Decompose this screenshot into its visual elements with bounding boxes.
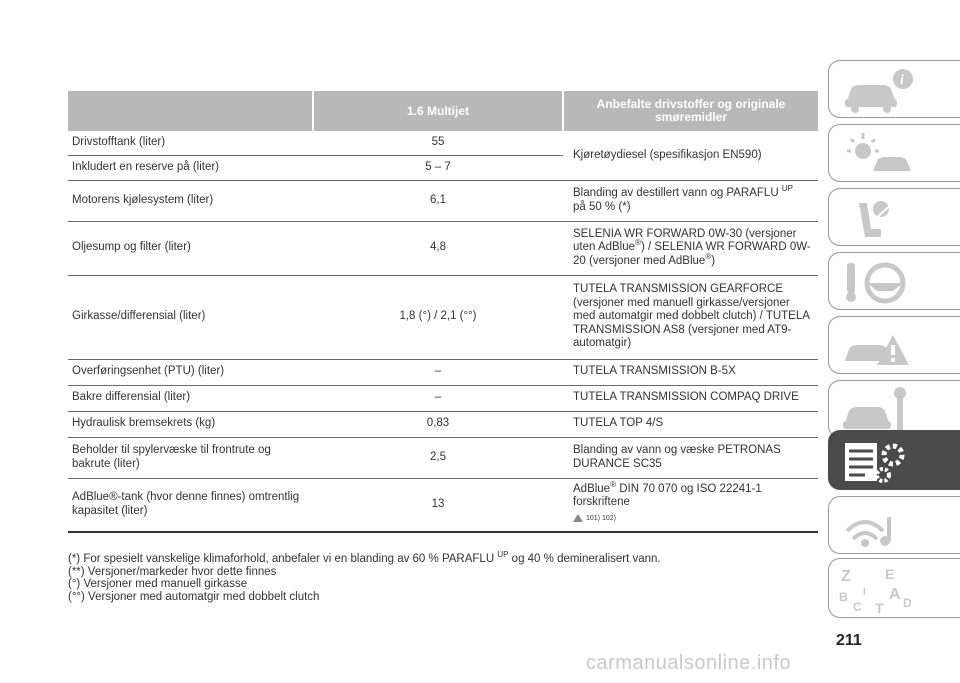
- recommendation-fuel: Kjøretøydiesel (spesifikasjon EN590): [563, 131, 818, 180]
- footnote: (°°) Versjoner med automatgir med dobbelt clutch: [68, 590, 320, 603]
- row-value: –: [313, 359, 563, 385]
- header-cell-empty: [68, 91, 313, 131]
- car-maintenance-icon: [837, 385, 917, 435]
- row-value: 1,8 (°) / 2,1 (°°): [313, 275, 563, 359]
- page-number: 211: [836, 632, 862, 649]
- watermark: carmanualsonline.info: [586, 652, 792, 674]
- tab-starting-driving[interactable]: [828, 252, 960, 310]
- svg-text:D: D: [903, 596, 912, 610]
- table-header-row: [68, 91, 818, 131]
- footnote: (**) Versjoner/markeder hvor dette finnes: [68, 565, 277, 578]
- footnote: (*) For spesielt vanskelige klimaforhold, anbefaler vi en blanding av 60 % PARAFLU $^{UP}$ og 40 % demineralisert vann.: [68, 550, 661, 565]
- footnotes: [68, 550, 818, 603]
- recommendation-brake-fluid: TUTELA TOP 4/S: [563, 411, 818, 437]
- recommendation-gearbox: TUTELA TRANSMISSION GEARFORCE (versjoner med manuell girkasse/versjoner med automatgir med dobbelt clutch) / TUTELA TRANSMISSION AS8 (versjoner med AT9-automatgir): [563, 275, 818, 359]
- table-row: [68, 478, 818, 532]
- row-value: 55: [313, 131, 563, 155]
- table-row: [68, 437, 818, 478]
- row-label: Overføringsenhet (PTU) (liter): [68, 359, 313, 385]
- recommendation-washer-fluid: Blanding av vann og væske PETRONAS DURANCE SC35: [563, 437, 818, 478]
- recommendation-rear-differential: TUTELA TRANSMISSION COMPAQ DRIVE: [563, 385, 818, 411]
- row-value: –: [313, 385, 563, 411]
- svg-text:Z: Z: [841, 568, 851, 585]
- row-value: 6,1: [313, 180, 563, 221]
- warning-triangle-icon: [573, 514, 583, 522]
- tab-technical-data[interactable]: [828, 430, 960, 490]
- tab-safety[interactable]: [828, 188, 960, 246]
- row-label: Motorens kjølesystem (liter): [68, 180, 313, 221]
- svg-text:T: T: [875, 600, 884, 615]
- row-label: Bakre differensial (liter): [68, 385, 313, 411]
- tab-multimedia[interactable]: [828, 496, 960, 554]
- recommendation-adblue: AdBlue® DIN 70 070 og ISO 22241-1 forskriftene 101) 102): [563, 478, 818, 532]
- header-engine: 1.6 Multijet: [313, 91, 563, 131]
- row-value: 13: [313, 478, 563, 532]
- tab-car-info[interactable]: [828, 60, 960, 118]
- row-label: Beholder til spylervæske til frontrute og bakrute (liter): [68, 437, 313, 478]
- row-label: AdBlue®-tank (hvor denne finnes) omtrentlig kapasitet (liter): [68, 478, 313, 532]
- tab-emergency[interactable]: [828, 316, 960, 374]
- table-row: [68, 411, 818, 437]
- row-value: 4,8: [313, 221, 563, 275]
- car-info-icon: [837, 65, 917, 115]
- row-value: 2,5: [313, 437, 563, 478]
- svg-text:A: A: [889, 586, 901, 603]
- table-row: [68, 385, 818, 411]
- airbag-seat-icon: [837, 193, 917, 243]
- row-label: Drivstofftank (liter): [68, 131, 313, 155]
- row-value: 5 – 7: [313, 155, 563, 180]
- header-recommended-fluids: Anbefalte drivstoffer og originale smøremidler: [563, 91, 818, 131]
- tab-alphabetical-index[interactable]: [828, 558, 960, 618]
- recommendation-coolant: Blanding av destillert vann og PARAFLU $^{UP}$ på 50 % (*): [563, 180, 818, 221]
- svg-text:I: I: [863, 587, 866, 598]
- alphabetical-index-icon: [837, 563, 917, 615]
- row-value: 0,83: [313, 411, 563, 437]
- svg-text:B: B: [839, 590, 848, 604]
- dashboard-lights-icon: [837, 129, 917, 179]
- specifications-table: [68, 91, 818, 533]
- footnote: (°) Versjoner med manuell girkasse: [68, 578, 248, 590]
- recommendation-ptu: TUTELA TRANSMISSION B-5X: [563, 359, 818, 385]
- table-row: [68, 221, 818, 275]
- svg-text:C: C: [853, 600, 862, 614]
- technical-data-icon: [837, 435, 917, 487]
- recommendation-engine-oil: SELENIA WR FORWARD 0W-30 (versjoner uten AdBlue®) / SELENIA WR FORWARD 0W-20 (versjoner med AdBlue®): [563, 221, 818, 275]
- multimedia-icon: [837, 501, 917, 551]
- table-row: [68, 275, 818, 359]
- table-row: [68, 359, 818, 385]
- svg-text:E: E: [885, 566, 895, 582]
- key-steering-wheel-icon: [837, 257, 917, 307]
- warning-reference[interactable]: 101) 102): [573, 512, 616, 526]
- svg-text:i: i: [900, 73, 904, 88]
- tab-dashboard-lights[interactable]: [828, 124, 960, 182]
- table-row: [68, 131, 818, 155]
- row-label: Oljesump og filter (liter): [68, 221, 313, 275]
- car-warning-icon: [837, 321, 917, 371]
- row-label: Girkasse/differensial (liter): [68, 275, 313, 359]
- row-label: Hydraulisk bremsekrets (kg): [68, 411, 313, 437]
- table-row: [68, 180, 818, 221]
- row-label: Inkludert en reserve på (liter): [68, 155, 313, 180]
